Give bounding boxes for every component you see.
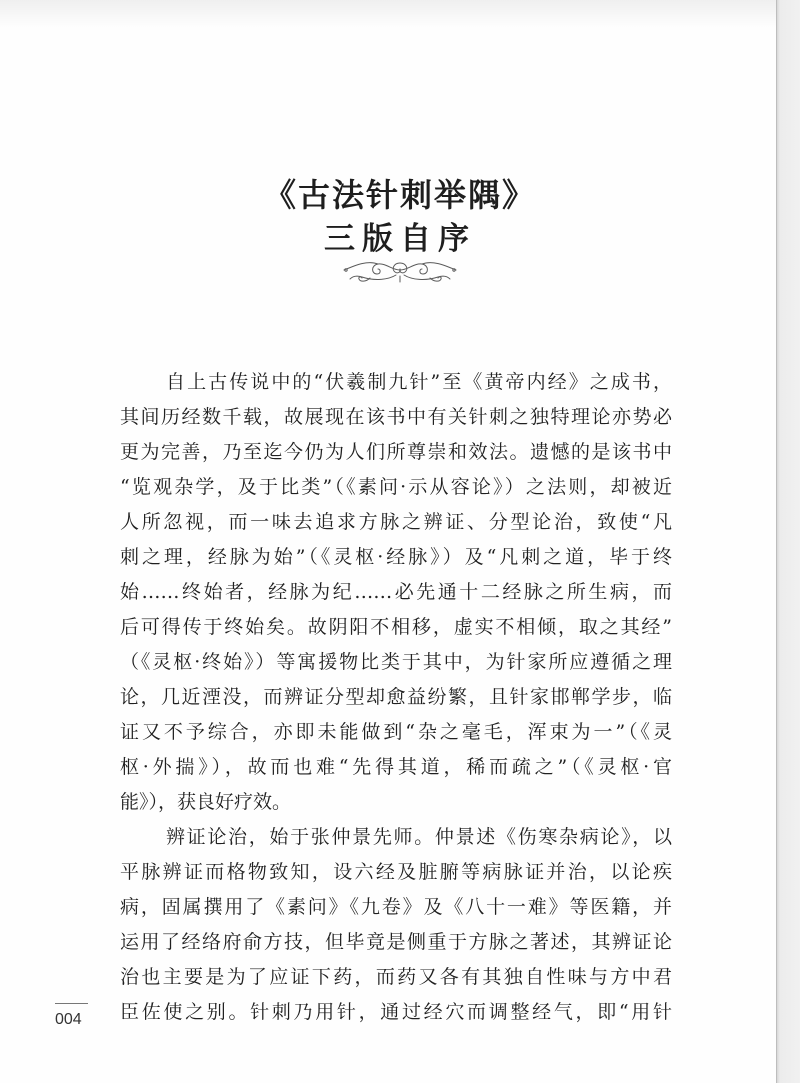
ornament-right-half [400, 263, 456, 282]
preface-heading: 三版自序 [324, 221, 476, 257]
text-line: 能》），获良好疗效。 [120, 791, 292, 813]
body-text [120, 365, 672, 1030]
text-line: 辨证论治，始于张仲景先师。仲景述《伤寒杂病论》，以 [166, 826, 672, 848]
top-shadow [0, 0, 776, 28]
paragraph [120, 820, 672, 1030]
text-line: 平脉辨证而格物致知，设六经及脏腑等病脉证并治，以论疾 [120, 861, 672, 883]
text-line: 论，几近湮没，而辨证分型却愈益纷繁，且针家邯郸学步，临 [120, 686, 672, 708]
text-line: 病，固属撰用了《素问》《九卷》及《八十一难》等医籍，并 [120, 896, 672, 918]
text-line: （《灵枢·终始》）等寓援物比类于其中，为针家所应遵循之理 [120, 651, 672, 673]
text-line: 枢·外揣》），故而也难“先得其道，稀而疏之”（《灵枢·官 [120, 756, 672, 778]
text-line: 证又不予综合，亦即未能做到“杂之毫毛，浑束为一”（《灵 [120, 721, 672, 743]
text-line: 后可得传于终始矣。故阴阳不相移，虚实不相倾，取之其经” [120, 616, 672, 638]
text-line: 治也主要是为了应证下药，而药又各有其独自性味与方中君 [120, 966, 672, 988]
text-line: 更为完善，乃至迄今仍为人们所尊崇和效法。遗憾的是该书中 [120, 441, 672, 463]
paragraph [120, 365, 672, 820]
text-line: 臣佐使之别。针刺乃用针，通过经穴而调整经气，即“用针 [120, 1001, 672, 1023]
page-number: 004 [55, 1011, 82, 1028]
text-line: 自上古传说中的“伏羲制九针”至《黄帝内经》之成书， [166, 371, 672, 393]
title-ornament [340, 256, 460, 286]
text-line: 始……终始者，经脉为纪……必先通十二经脉之所生病，而 [120, 581, 672, 603]
book-title: 《古法针刺举隅》 [263, 176, 536, 214]
page-number-rule [55, 1003, 88, 1004]
text-line: “览观杂学，及于比类”（《素问·示从容论》）之法则，却被近 [120, 476, 672, 498]
text-line: 运用了经络府俞方技，但毕竟是侧重于方脉之著述，其辨证论 [120, 931, 672, 953]
text-line: 刺之理，经脉为始”（《灵枢·经脉》）及“凡刺之道，毕于终 [120, 546, 672, 568]
text-line: 其间历经数千载，故展现在该书中有关针刺之独特理论亦势必 [120, 406, 672, 428]
text-line: 人所忽视，而一味去追求方脉之辨证、分型论治，致使“凡 [120, 511, 672, 533]
page-edge [776, 0, 800, 1083]
ornament-left-half [344, 263, 400, 282]
